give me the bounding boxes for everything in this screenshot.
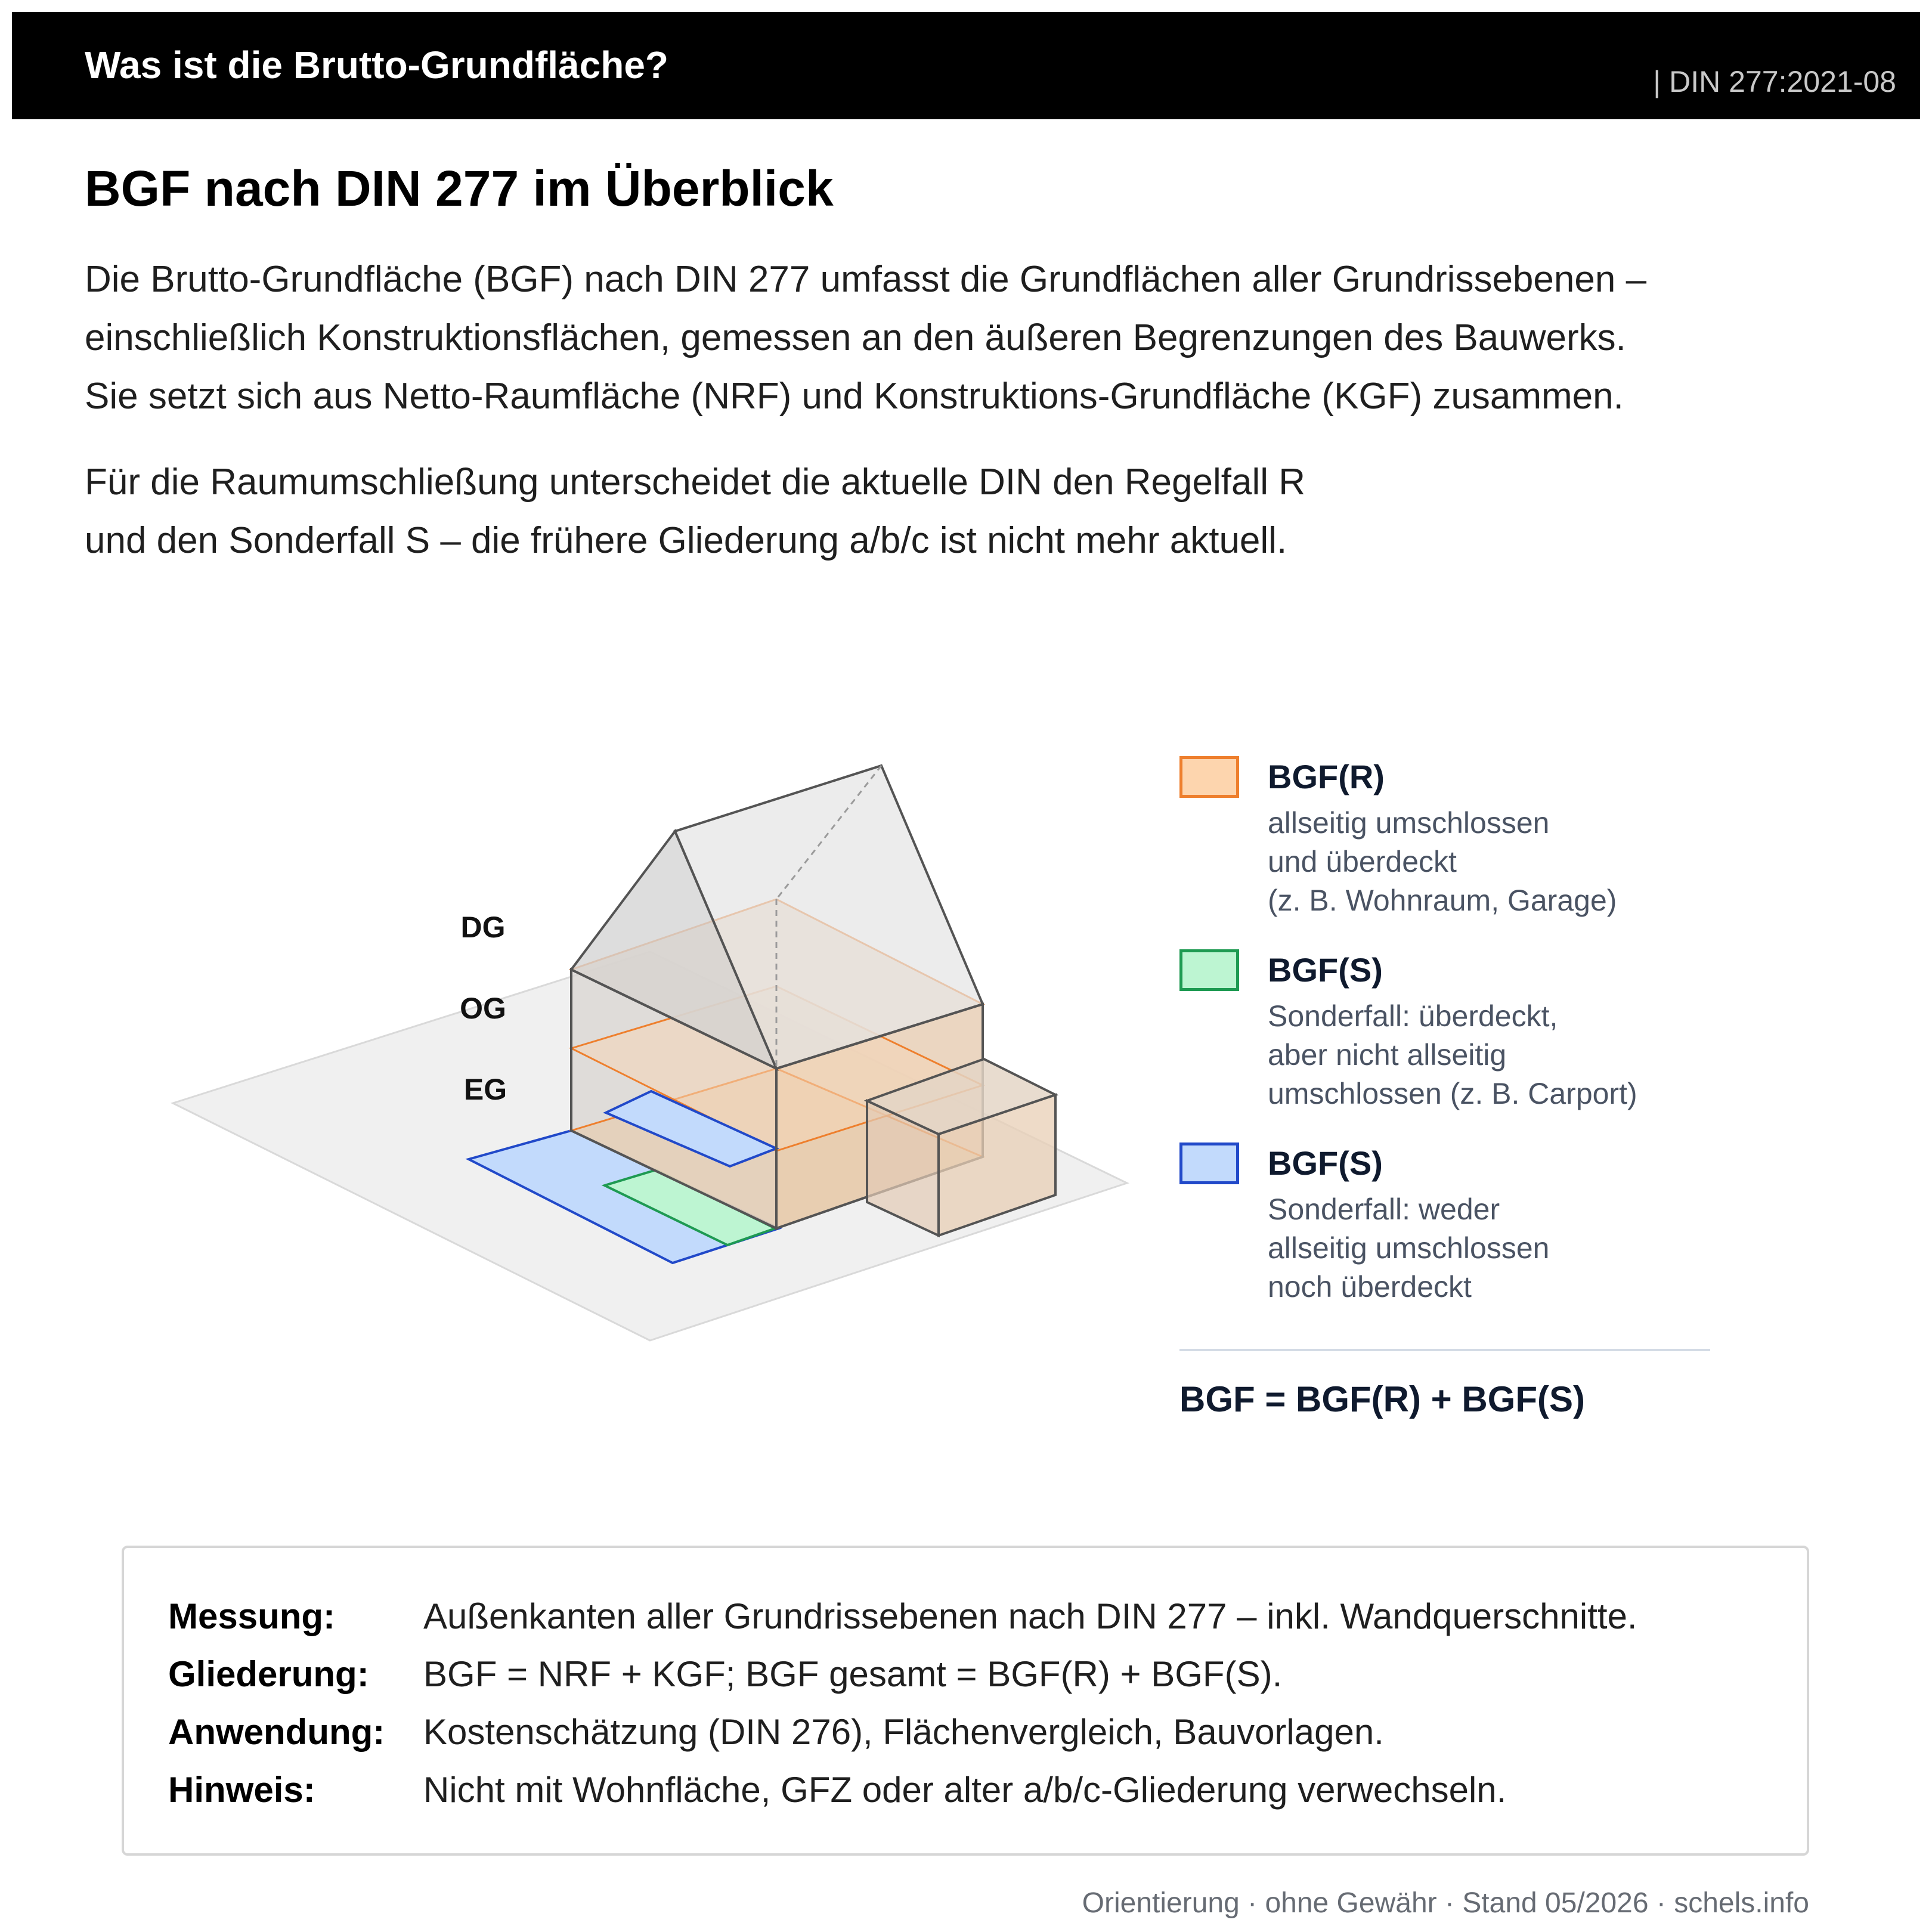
legend-swatch-regelfall (1179, 756, 1239, 798)
legend-title: BGF(R) (1268, 758, 1385, 795)
legend-swatch-sonderfall-open (1179, 1143, 1239, 1184)
legend-description (1268, 997, 1637, 1113)
floor-label-eg: EG (463, 1073, 507, 1106)
legend-title: BGF(S) (1268, 951, 1383, 989)
info-label: Messung: (168, 1596, 336, 1636)
intro-line: Sie setzt sich aus Netto-Raumfläche (NRF) und Konstruktions-Grundfläche (KGF) zusammen. (85, 376, 1624, 417)
info-value: BGF = NRF + KGF; BGF gesamt = BGF(R) + BGF(S). (423, 1654, 1283, 1694)
floor-label-dg: DG (460, 911, 506, 944)
header-reference: | DIN 277:2021-08 (1653, 65, 1896, 98)
legend-line: noch überdeckt (1268, 1270, 1472, 1304)
info-value: Außenkanten aller Grundrissebenen nach DIN 277 – inkl. Wandquerschnitte. (423, 1596, 1637, 1636)
footer-note: Orientierung · ohne Gewähr · Stand 05/2026 · schels.info (1082, 1887, 1809, 1919)
header-title: Was ist die Brutto-Grundfläche? (85, 44, 668, 86)
classification-line: Für die Raumumschließung unterscheidet die aktuelle DIN den Regelfall R (85, 462, 1306, 503)
legend-description (1268, 804, 1617, 920)
floor-label-og: OG (460, 992, 506, 1025)
legend-line: aber nicht allseitig (1268, 1038, 1507, 1072)
info-value: Kostenschätzung (DIN 276), Flächenvergleich, Bauvorlagen. (423, 1712, 1384, 1752)
classification-line: und den Sonderfall S – die frühere Gliederung a/b/c ist nicht mehr aktuell. (85, 520, 1287, 561)
legend-line: allseitig umschlossen (1268, 806, 1550, 840)
legend-swatch-sonderfall-covered (1179, 949, 1239, 991)
page-heading: BGF nach DIN 277 im Überblick (85, 160, 834, 216)
legend-description (1268, 1190, 1549, 1306)
legend-title: BGF(S) (1268, 1144, 1383, 1182)
info-label: Gliederung: (168, 1654, 369, 1694)
intro-line: Die Brutto-Grundfläche (BGF) nach DIN 277 umfasst die Grundflächen aller Grundrissebenen – (85, 259, 1647, 300)
header-bar (12, 12, 1920, 119)
legend-line: Sonderfall: weder (1268, 1193, 1500, 1226)
intro-paragraph (85, 250, 1646, 426)
legend-line: (z. B. Wohnraum, Garage) (1268, 884, 1617, 917)
bgf-formula: BGF = BGF(R) + BGF(S) (1179, 1379, 1585, 1419)
info-label: Hinweis: (168, 1770, 315, 1810)
info-box (122, 1546, 1809, 1856)
legend-line: umschlossen (z. B. Carport) (1268, 1077, 1637, 1110)
classification-paragraph (85, 453, 1305, 570)
info-value: Nicht mit Wohnfläche, GFZ oder alter a/b/c-Gliederung verwechseln. (423, 1770, 1507, 1810)
legend-line: allseitig umschlossen (1268, 1231, 1550, 1265)
building-diagram (0, 704, 1169, 1360)
legend-line: Sonderfall: überdeckt, (1268, 999, 1558, 1033)
intro-line: einschließlich Konstruktionsflächen, gemessen an den äußeren Begrenzungen des Bauwerks. (85, 317, 1626, 358)
legend-line: und überdeckt (1268, 845, 1457, 878)
legend-divider (1179, 1349, 1710, 1351)
info-label: Anwendung: (168, 1712, 385, 1752)
